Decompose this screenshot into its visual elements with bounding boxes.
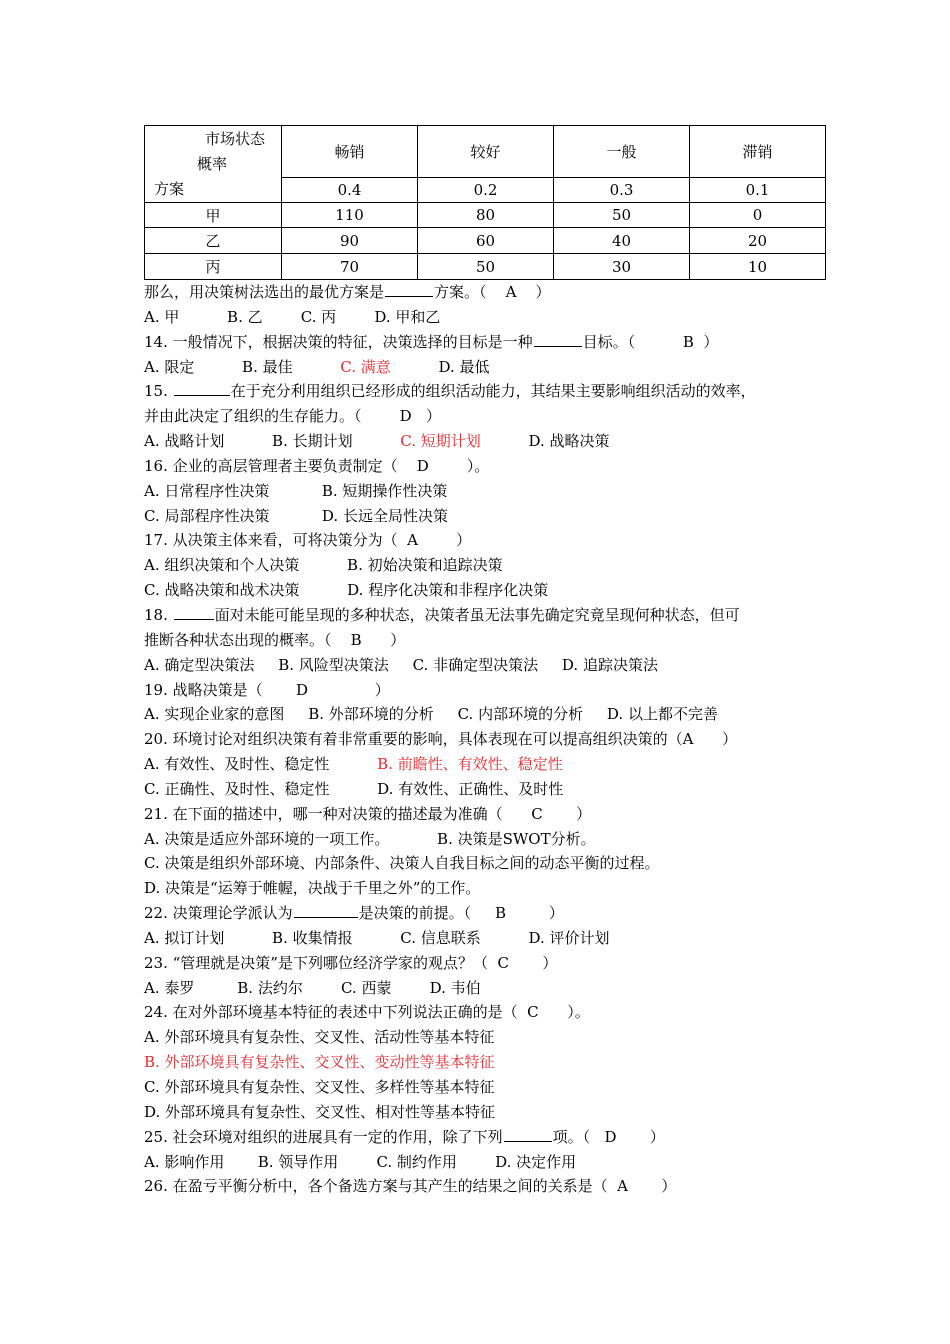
line-text: A. 确定型决策法 B. 风险型决策法 C. 非确定型决策法 D. 追踪决策法 — [144, 655, 658, 674]
line-text: 15. — [144, 382, 173, 401]
text-line — [144, 1075, 834, 1100]
plan-cell: 甲 — [145, 203, 282, 228]
line-text: D. 战略决策 — [480, 432, 610, 451]
state-header: 一般 — [554, 126, 690, 178]
probability-cell: 0.1 — [690, 178, 826, 203]
value-cell: 70 — [282, 254, 418, 280]
text-line — [144, 851, 834, 876]
line-text: 19. 战略决策是（ D ） — [144, 680, 390, 699]
state-header: 畅销 — [282, 126, 418, 178]
value-cell: 0 — [690, 203, 826, 228]
answer-blank — [174, 604, 214, 620]
line-text: C. 战略决策和战术决策 D. 程序化决策和非程序化决策 — [144, 581, 549, 600]
payoff-table — [144, 125, 826, 280]
value-cell: 90 — [282, 228, 418, 254]
text-line — [144, 1025, 834, 1050]
text-line — [144, 752, 834, 777]
line-text: 25. 社会环境对组织的进展具有一定的作用，除了下列 — [144, 1127, 503, 1146]
line-text: A. 影响作用 B. 领导作用 C. 制约作用 D. 决定作用 — [144, 1152, 577, 1171]
text-line — [144, 280, 834, 305]
line-text: 方案。（ A ） — [434, 283, 551, 301]
text-line — [144, 653, 834, 678]
line-text: 16. 企业的高层管理者主要负责制定（ D ）。 — [144, 456, 490, 475]
line-text: 14. 一般情况下，根据决策的特征，决策选择的目标是一种 — [144, 332, 533, 351]
line-text: A. 有效性、及时性、稳定性 — [144, 755, 378, 774]
text-line — [144, 827, 834, 852]
state-header: 滞销 — [690, 126, 826, 178]
header-probability: 概率 — [197, 155, 228, 173]
text-line — [144, 578, 834, 603]
text-line — [144, 802, 834, 827]
question-list — [144, 280, 834, 1199]
text-line — [144, 1100, 834, 1125]
text-line — [144, 404, 834, 429]
line-text: 推断各种状态出现的概率。（ B ） — [144, 630, 406, 649]
probability-cell: 0.3 — [554, 178, 690, 203]
text-line — [144, 454, 834, 479]
line-text: A. 战略计划 B. 长期计划 — [144, 432, 401, 451]
line-text: D. 外部环境具有复杂性、交叉性、相对性等基本特征 — [144, 1102, 496, 1121]
line-text: C. 外部环境具有复杂性、交叉性、多样性等基本特征 — [144, 1078, 495, 1096]
line-text: C. 正确性、及时性、稳定性 D. 有效性、正确性、及时性 — [144, 779, 564, 798]
text-line — [144, 330, 834, 355]
plan-cell: 乙 — [145, 228, 282, 254]
value-cell: 50 — [418, 254, 554, 280]
text-line — [144, 1150, 834, 1175]
highlighted-answer: B. 外部环境具有复杂性、交叉性、变动性等基本特征 — [144, 1053, 495, 1072]
line-text: D. 最低 — [390, 357, 490, 376]
value-cell: 50 — [554, 203, 690, 228]
line-text: A. 实现企业家的意图 B. 外部环境的分析 C. 内部环境的分析 D. 以上都不完善 — [144, 705, 718, 724]
text-line — [144, 1174, 834, 1199]
line-text: 项。（ D ） — [552, 1127, 665, 1146]
value-cell: 40 — [554, 228, 690, 254]
value-cell: 60 — [418, 228, 554, 254]
value-cell: 20 — [690, 228, 826, 254]
text-line — [144, 1050, 834, 1075]
text-line — [144, 951, 834, 976]
line-text: 24. 在对外部环境基本特征的表述中下列说法正确的是（ C ）。 — [144, 1003, 590, 1022]
line-text: 那么，用决策树法选出的最优方案是 — [144, 283, 385, 301]
text-line — [144, 1000, 834, 1025]
answer-blank — [534, 331, 582, 347]
line-text: 26. 在盈亏平衡分析中，各个备选方案与其产生的结果之间的关系是（ A ） — [144, 1177, 677, 1196]
header-plan: 方案 — [154, 180, 185, 198]
answer-blank — [504, 1126, 552, 1142]
line-text: A. 组织决策和个人决策 B. 初始决策和追踪决策 — [144, 556, 503, 575]
text-line — [144, 429, 834, 454]
highlighted-answer: B. 前瞻性、有效性、稳定性 — [377, 755, 563, 774]
text-line — [144, 504, 834, 529]
text-line — [144, 727, 834, 752]
line-text: A. 泰罗 B. 法约尔 C. 西蒙 D. 韦伯 — [144, 978, 481, 997]
line-text: A. 日常程序性决策 B. 短期操作性决策 — [144, 481, 448, 500]
value-cell: 80 — [418, 203, 554, 228]
line-text: 18. — [144, 605, 173, 624]
plan-cell: 丙 — [145, 254, 282, 280]
table-diagonal-header-cell — [145, 126, 282, 203]
text-line — [144, 628, 834, 653]
line-text: 17. 从决策主体来看，可将决策分为（ A ） — [144, 531, 472, 550]
line-text: A. 甲 B. 乙 C. 丙 D. 甲和乙 — [144, 307, 441, 326]
text-line — [144, 777, 834, 802]
text-line — [144, 553, 834, 578]
text-line — [144, 678, 834, 703]
table-row — [145, 254, 826, 280]
probability-cell: 0.4 — [282, 178, 418, 203]
line-text: 22. 决策理论学派认为 — [144, 904, 293, 923]
highlighted-answer: C. 满意 — [340, 357, 391, 376]
line-text: 是决策的前提。（ B ） — [358, 904, 564, 923]
probability-cell: 0.2 — [418, 178, 554, 203]
text-line — [144, 1125, 834, 1150]
line-text: 并由此决定了组织的生存能力。（ D ） — [144, 407, 441, 426]
header-market-state: 市场状态 — [205, 130, 266, 148]
text-line — [144, 876, 834, 901]
text-line — [144, 702, 834, 727]
text-line — [144, 528, 834, 553]
answer-blank — [174, 380, 230, 396]
text-line — [144, 355, 834, 380]
line-text: A. 限定 B. 最佳 — [144, 357, 341, 376]
table-row — [145, 228, 826, 254]
table-row — [145, 203, 826, 228]
highlighted-answer: C. 短期计划 — [400, 432, 481, 451]
line-text: C. 局部程序性决策 D. 长远全局性决策 — [144, 506, 448, 525]
value-cell: 10 — [690, 254, 826, 280]
text-line — [144, 926, 834, 951]
text-line — [144, 379, 834, 404]
text-line — [144, 305, 834, 330]
line-text: D. 决策是“运筹于帷幄，决战于千里之外”的工作。 — [144, 879, 481, 898]
line-text: 20. 环境讨论对组织决策有着非常重要的影响，具体表现在可以提高组织决策的（A ） — [144, 730, 738, 749]
line-text: A. 决策是适应外部环境的一项工作。 B. 决策是SWOT分析。 — [144, 829, 596, 848]
line-text: 21. 在下面的描述中，哪一种对决策的描述最为准确（ C ） — [144, 804, 592, 823]
line-text: 面对未能可能呈现的多种状态，决策者虽无法事先确定究竟呈现何种状态，但可 — [214, 605, 740, 624]
value-cell: 30 — [554, 254, 690, 280]
text-line — [144, 901, 834, 926]
text-line — [144, 603, 834, 628]
state-header: 较好 — [418, 126, 554, 178]
text-line — [144, 479, 834, 504]
answer-blank — [385, 281, 433, 297]
answer-blank — [294, 902, 358, 918]
line-text: A. 拟订计划 B. 收集情报 C. 信息联系 D. 评价计划 — [144, 928, 610, 947]
line-text: 23. “管理就是决策”是下列哪位经济学家的观点？（ C ） — [144, 953, 558, 972]
line-text: C. 决策是组织外部环境、内部条件、决策人自我目标之间的动态平衡的过程。 — [144, 854, 660, 873]
line-text: A. 外部环境具有复杂性、交叉性、活动性等基本特征 — [144, 1028, 495, 1047]
line-text: 在于充分利用组织已经形成的组织活动能力，其结果主要影响组织活动的效率， — [230, 382, 756, 401]
line-text: 目标。（ B ） — [582, 332, 719, 351]
value-cell: 110 — [282, 203, 418, 228]
text-line — [144, 976, 834, 1001]
